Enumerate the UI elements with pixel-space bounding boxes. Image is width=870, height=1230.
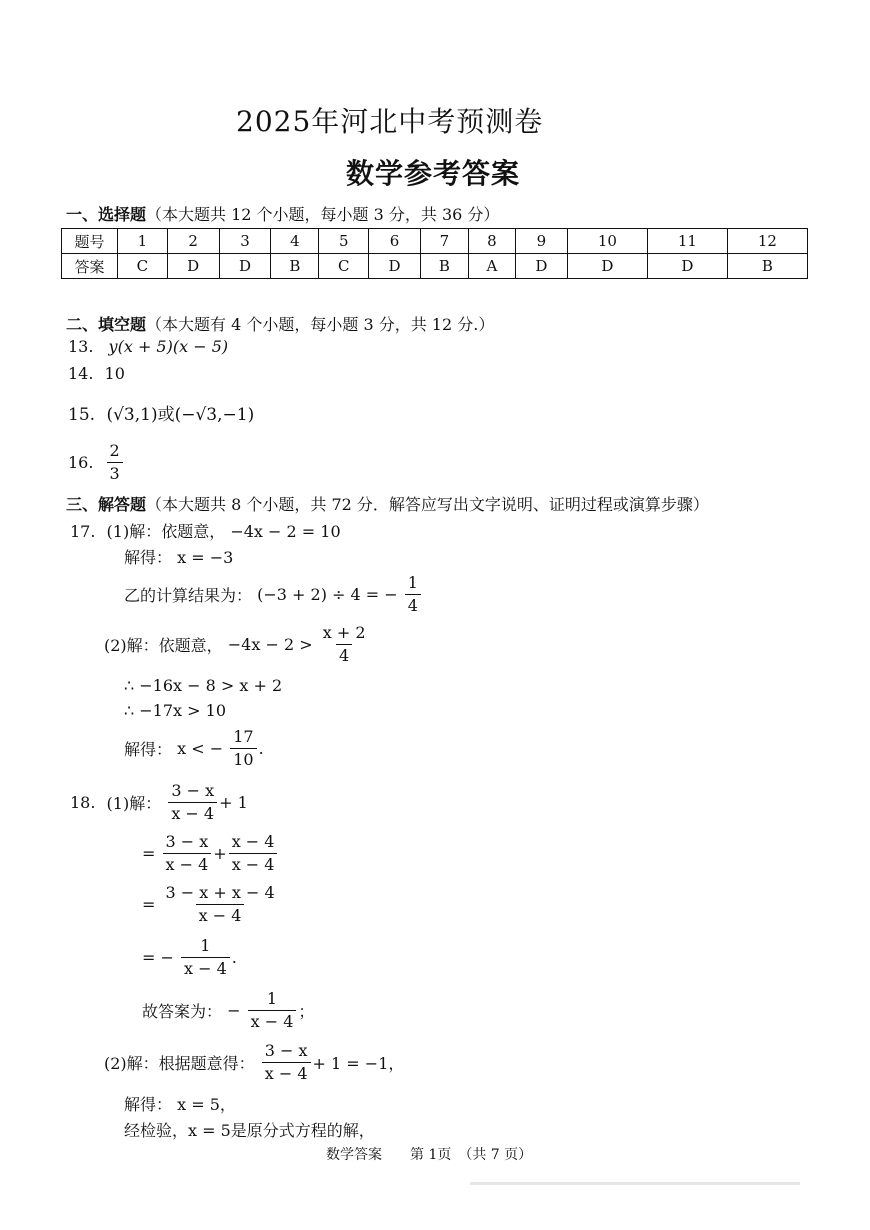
table-cell: D [167,254,219,279]
q17-part2-solution [124,726,264,771]
numerator: 3 − x + x − 4 [165,883,275,902]
denominator: 4 [336,644,352,667]
q17-part1-solution [124,545,233,568]
section3-heading: 三、解答题 [66,495,147,514]
page-title: 2025年河北中考预测卷 [236,105,544,138]
solution-label: 解得： [124,1095,173,1114]
solution-label: 解得： [124,740,173,759]
q15-or: 或 [157,405,175,425]
denominator: x − 4 [262,1062,311,1085]
solution-value: x = 5， [177,1095,236,1114]
q15-answer-a: (√3,1) [106,405,158,425]
plus: + [213,844,227,863]
q16-line [68,440,125,485]
semicolon: ； [298,1002,315,1021]
q16-number: 16. [68,453,94,472]
q18-step3 [142,935,237,980]
table-cell: C [118,254,168,279]
q18-part1-line [70,780,248,825]
denominator: x − 4 [181,957,230,980]
numerator: 1 [407,573,418,592]
section2-heading: 二、填空题 [66,315,147,334]
calc-expression: (−3 + 2) ÷ 4 = − [257,585,398,604]
q13-number: 13. [68,337,94,356]
section1-header [66,202,499,225]
numerator: x + 2 [322,623,366,642]
answer-table [61,228,808,279]
denominator: x − 4 [196,904,245,927]
table-cell: B [271,254,319,279]
solution-label: 解得： [124,548,173,567]
denominator: 4 [405,594,421,617]
page-subtitle: 数学参考答案 [346,157,521,190]
section1-heading: 一、选择题 [66,205,147,224]
table-cell: 11 [647,229,727,254]
table-cell: 12 [727,229,807,254]
table-cell: 7 [420,229,468,254]
q18-expr-fraction [168,780,217,825]
scan-artifact-line [470,1182,800,1185]
fraction [163,882,278,927]
q16-denominator: 3 [107,462,123,485]
q17-part1-calc [124,572,423,617]
table-cell: 9 [516,229,568,254]
fraction [248,988,297,1033]
equals: = [142,844,156,863]
table-cell: A [468,254,515,279]
section1-note: （本大题共 12 个小题，每小题 3 分，共 36 分） [146,205,500,224]
numerator: 1 [200,936,211,955]
section3-note: （本大题共 8 个小题，共 72 分．解答应写出文字说明、证明过程或演算步骤） [146,495,709,514]
table-cell: 6 [369,229,421,254]
minus: − [227,1001,241,1020]
q18-part2-solution [124,1092,236,1115]
table-cell: D [219,254,271,279]
denominator: x − 4 [163,853,212,876]
table-cell: 4 [271,229,319,254]
q17-part2-fraction [320,622,369,667]
fraction [262,1040,311,1085]
q18-part1-label: (1)解： [106,794,162,813]
q17-part2-line [104,622,371,667]
period: . [231,948,237,967]
q17-part1-line [70,519,341,542]
equals: = [142,895,156,914]
numerator: 3 − x [165,832,209,851]
table-cell: 2 [167,229,219,254]
fraction [181,935,230,980]
expr-tail: + 1 [219,793,248,812]
q17-part2-equation: −4x − 2 > [227,635,313,654]
q18-check: 经检验，x = 5是原分式方程的解， [124,1121,375,1140]
table-cell: B [420,254,468,279]
section3-header [66,492,709,515]
table-row-numbers [62,229,808,254]
solution-fraction [230,726,256,771]
q14-answer: 10 [104,364,125,383]
fraction [163,831,212,876]
numerator: 3 − x [264,1041,308,1060]
numerator: 1 [266,989,278,1008]
period: . [258,739,264,758]
table-cell: 1 [118,229,168,254]
denominator: x − 4 [229,853,278,876]
q18-answer [142,988,314,1033]
calc-fraction [405,572,421,617]
table-cell: 8 [468,229,515,254]
q13-answer: y(x + 5)(x − 5) [108,337,229,356]
q15-number: 15. [68,405,96,425]
row-label-numbers: 题号 [62,229,118,254]
denominator: x − 4 [248,1010,297,1033]
table-cell: D [647,254,727,279]
row-label-answers: 答案 [62,254,118,279]
equals: = − [142,948,174,967]
q17-step1: ∴ −16x − 8 > x + 2 [124,676,283,695]
table-cell: B [727,254,807,279]
solution-value: x = −3 [177,548,234,567]
denominator: x − 4 [168,802,217,825]
table-row-answers [62,254,808,279]
q18-part2-label: (2)解：根据题意得： [104,1054,255,1073]
q14-number: 14. [68,364,94,383]
table-cell: C [319,254,369,279]
calc-label: 乙的计算结果为： [124,586,253,605]
numerator: 17 [233,727,254,746]
q17-part1-equation: −4x − 2 = 10 [230,522,341,541]
q14-line [68,364,125,383]
q16-numerator: 2 [109,441,120,460]
q15-line [68,400,254,425]
q16-fraction [107,440,123,485]
q18-part2-line [104,1040,404,1085]
numerator: x − 4 [231,832,275,851]
page-footer: 数学答案 第 1页 （共 7 页） [326,1147,533,1163]
fraction [229,831,278,876]
q17-part1-label: (1)解：依题意， [106,522,226,541]
expr-tail: + 1 = −1， [312,1054,405,1073]
table-cell: D [567,254,647,279]
q18-step1 [142,831,279,876]
q18-number: 18. [70,793,96,812]
q17-part2-label: (2)解：依题意， [104,636,223,655]
q17-step2: ∴ −17x > 10 [124,701,226,720]
q15-answer-b: (−√3,−1) [174,405,255,425]
denominator: 10 [230,748,256,771]
table-cell: 5 [319,229,369,254]
table-cell: 3 [219,229,271,254]
table-cell: 10 [567,229,647,254]
section2-header [66,312,494,335]
numerator: 3 − x [171,781,215,800]
q17-number: 17. [70,522,96,541]
q18-step2 [142,882,280,927]
solution-value: x < − [177,739,224,758]
table-cell: D [516,254,568,279]
table-cell: D [369,254,421,279]
q13-line [68,337,228,356]
answer-label: 故答案为： [142,1002,223,1021]
section2-note: （本大题有 4 个小题，每小题 3 分，共 12 分.） [146,315,495,334]
